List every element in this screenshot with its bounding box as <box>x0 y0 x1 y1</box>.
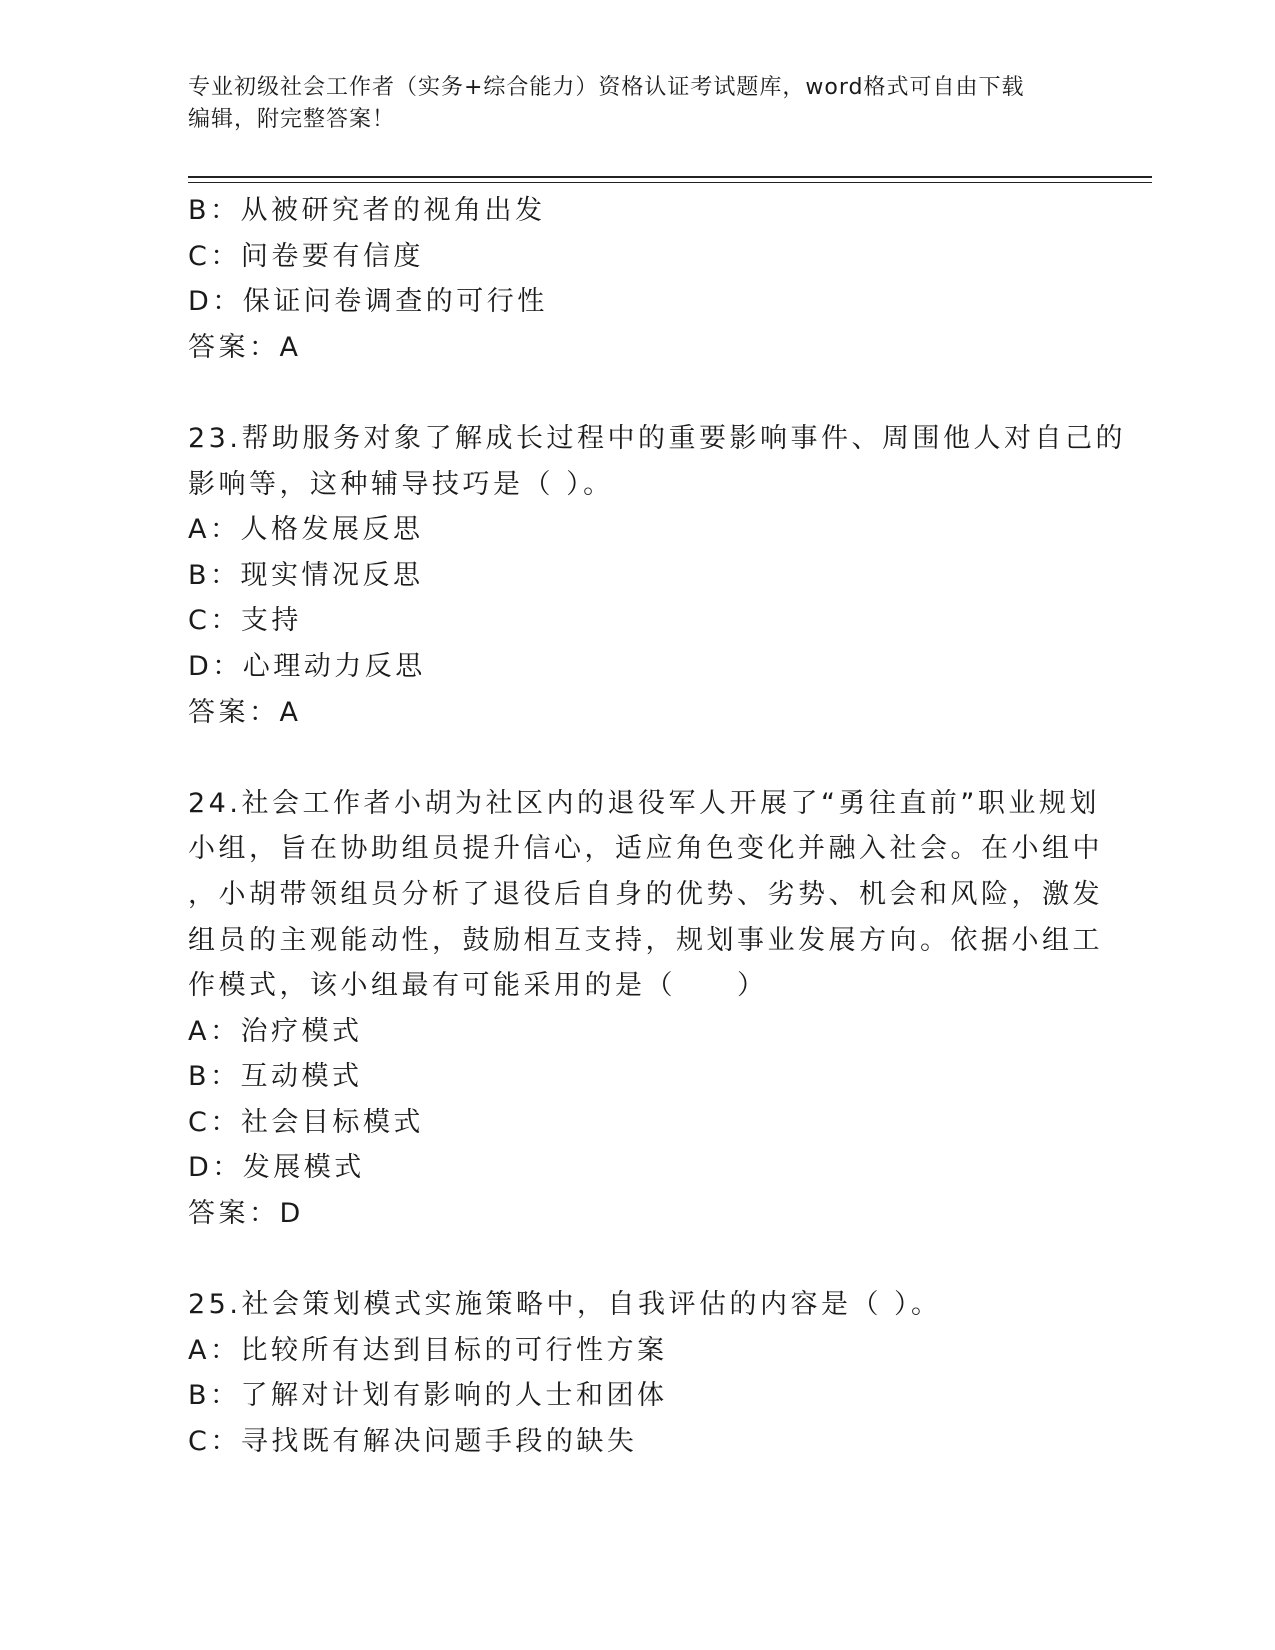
question-24 <box>188 781 1103 1237</box>
option-a: A：人格发展反思 <box>188 514 424 546</box>
option-b: B：了解对计划有影响的人士和团体 <box>188 1380 668 1412</box>
header-line: 编辑，附完整答案！ <box>188 107 396 132</box>
header-line: 专业初级社会工作者（实务+综合能力）资格认证考试题库，word格式可自由下载 <box>188 75 1025 100</box>
question-23 <box>188 416 1126 735</box>
option-b: B：从被研究者的视角出发 <box>188 195 546 226</box>
question-stem: 影响等，这种辅导技巧是（ ）。 <box>188 468 614 500</box>
option-d: D：保证问卷调查的可行性 <box>188 286 548 318</box>
question-body <box>188 188 1126 1465</box>
spacer <box>188 370 1088 416</box>
answer-line: 答案：D <box>188 1198 304 1230</box>
option-c: C：寻找既有解决问题手段的缺失 <box>188 1426 638 1458</box>
question-stem: 小组，旨在协助组员提升信心，适应角色变化并融入社会。在小组中 <box>188 833 1103 865</box>
answer-line: 答案：A <box>188 331 302 363</box>
option-d: D：心理动力反思 <box>188 650 426 682</box>
option-b: B：互动模式 <box>188 1061 363 1093</box>
option-b: B：现实情况反思 <box>188 559 424 591</box>
question-stem: 24.社会工作者小胡为社区内的退役军人开展了“勇往直前”职业规划 <box>188 787 1100 819</box>
option-c: C：问卷要有信度 <box>188 240 424 272</box>
question-stem: ，小胡带领组员分析了退役后自身的优势、劣势、机会和风险，激发 <box>188 878 1103 910</box>
spacer <box>188 1237 1088 1283</box>
answer-line: 答案：A <box>188 696 302 728</box>
question-25 <box>188 1282 1088 1464</box>
page-header <box>188 72 1088 136</box>
option-a: A：比较所有达到目标的可行性方案 <box>188 1334 668 1366</box>
option-d: D：发展模式 <box>188 1152 365 1184</box>
question-stem: 23.帮助服务对象了解成长过程中的重要影响事件、周围他人对自己的 <box>188 422 1126 454</box>
option-c: C：支持 <box>188 605 302 637</box>
option-c: C：社会目标模式 <box>188 1106 424 1138</box>
header-divider-thin <box>188 182 1152 183</box>
question-22-tail <box>188 188 1088 370</box>
spacer <box>188 735 1088 781</box>
header-divider-thick <box>188 176 1152 178</box>
question-stem: 组员的主观能动性，鼓励相互支持，规划事业发展方向。依据小组工 <box>188 924 1103 956</box>
question-stem: 25.社会策划模式实施策略中，自我评估的内容是（ ）。 <box>188 1289 942 1321</box>
question-stem: 作模式，该小组最有可能采用的是（ ） <box>188 970 768 1002</box>
option-a: A：治疗模式 <box>188 1015 363 1047</box>
